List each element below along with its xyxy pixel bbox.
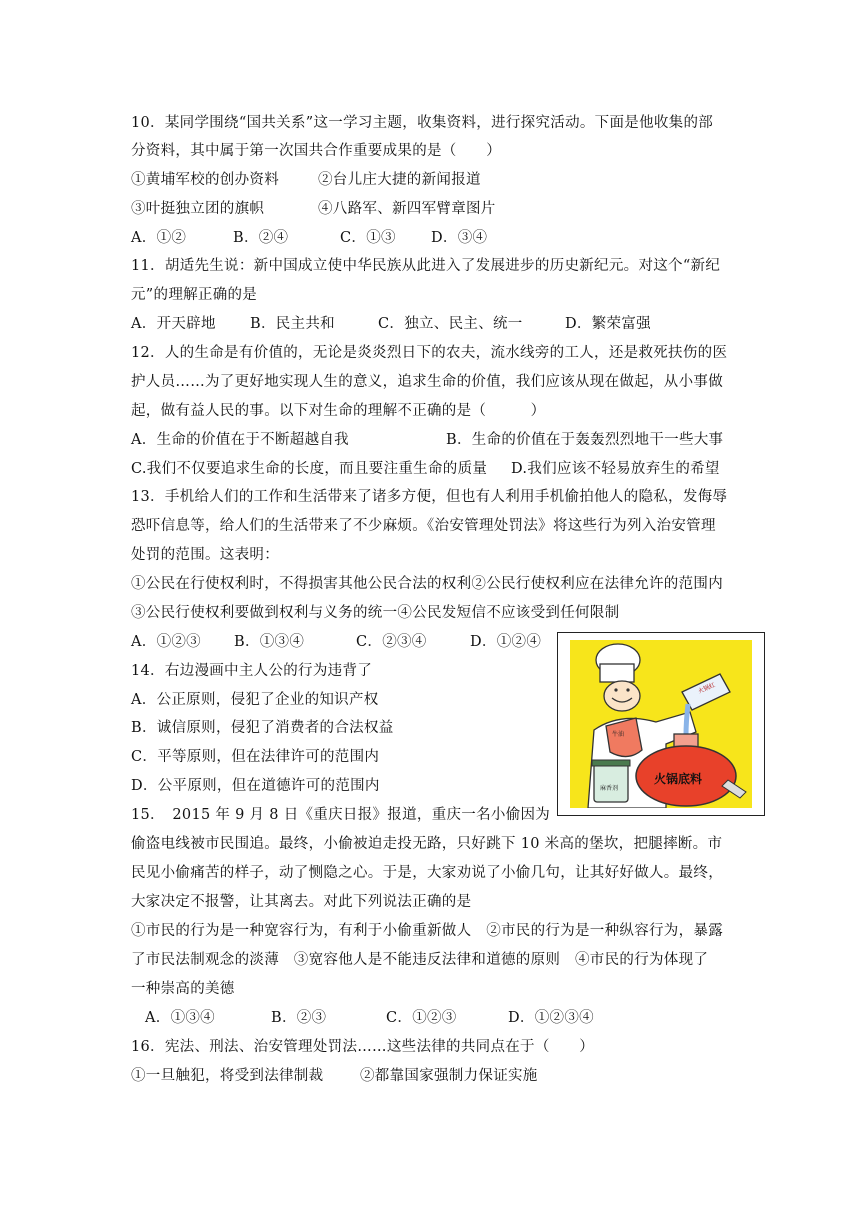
q14-option-d: D．公平原则，但在道德许可的范围内 [131,778,380,794]
q16-stem: 16．宪法、刑法、治安管理处罚法……这些法律的共同点在于（ ） [131,1039,595,1055]
q10-option-c: C．①③ [340,230,396,246]
chef-face-icon [604,681,640,711]
q13-option-c: C．②③④ [356,634,427,650]
q10-statement-1: ①黄埔军校的创办资料 [131,172,279,188]
q13-option-a: A．①②③ [131,634,201,650]
q11-option-a: A．开天辟地 [131,316,216,332]
q11-option-c: C．独立、民主、统一 [378,316,523,332]
q14-option-c: C．平等原则，但在法律许可的范围内 [131,749,380,765]
bottle-label: 火锅红 [697,681,717,696]
q15-stem-line1: 15． 2015 年 9 月 8 日《重庆日报》报道，重庆一名小偷因为 [131,807,551,823]
q10-stem-line1: 10．某同学围绕“国共关系”这一学习主题，收集资料，进行探究活动。下面是他收集的部 [131,115,714,131]
q12-stem-line1: 12．人的生命是有价值的，无论是炎炎烈日下的农夫，流水线旁的工人，还是救死扶伤的医 [131,345,728,361]
q10-statement-4: ④八路军、新四军臂章图片 [318,201,496,217]
q15-statements-line1: ①市民的行为是一种宽容行为，有利于小偷重新做人 ②市民的行为是一种纵容行为，暴露 [131,923,723,939]
q10-stem-line2: 分资料，其中属于第一次国共合作重要成果的是（ ） [131,143,501,159]
q15-option-b: B．②③ [271,1010,327,1026]
q15-stem-line4: 大家决定不报警，让其离去。对此下列说法正确的是 [131,894,472,910]
q10-option-d: D．③④ [431,230,488,246]
q11-option-d: D．繁荣富强 [565,316,651,332]
q11-stem-line1: 11．胡适先生说：新中国成立使中华民族从此进入了发展进步的历史新纪元。对这个“新纪 [131,258,721,274]
q16-statement-2: ②都靠国家强制力保证实施 [360,1068,538,1084]
q14-stem: 14．右边漫画中主人公的行为违背了 [131,663,373,679]
q12-stem-line2: 护人员……为了更好地实现人生的意义，追求生命的价值，我们应该从现在做起，从小事做 [131,374,723,390]
q11-option-b: B．民主共和 [250,316,335,332]
q15-option-d: D．①②③④ [508,1010,594,1026]
small-flask-label: 牛油 [612,731,625,738]
q11-stem-line2: 元”的理解正确的是 [131,287,258,303]
q12-option-c: C.我们不仅要追求生命的长度，而且要注重生命的质量 [131,461,488,477]
q12-option-a: A．生命的价值在于不断超越自我 [131,432,349,448]
q15-stem-line3: 民见小偷痛苦的样子，动了恻隐之心。于是，大家劝说了小偷几句，让其好好做人。最终， [131,865,723,881]
q10-option-a: A．①② [131,230,187,246]
q15-statements-line2: 了市民法制观念的淡薄 ③宽容他人是不能违反法律和道德的原则 ④市民的行为体现了 [131,952,709,968]
spice-jar-icon [592,760,630,802]
q14-option-b: B．诚信原则，侵犯了消费者的合法权益 [131,720,394,736]
q15-option-c: C．①②③ [386,1010,457,1026]
chef-cartoon-frame [557,632,765,816]
q16-statement-1: ①一旦触犯，将受到法律制裁 [131,1068,324,1084]
chef-hat-icon [596,644,640,682]
q12-stem-line3: 起，做有益人民的事。以下对生命的理解不正确的是（ ） [131,403,546,419]
q10-statement-3: ③叶挺独立团的旗帜 [131,201,265,217]
q13-stem-line3: 处罚的范围。这表明： [131,547,279,563]
q14-option-a: A．公正原则，侵犯了企业的知识产权 [131,692,379,708]
q12-option-b: B．生命的价值在于轰轰烈烈地干一些大事 [446,432,724,448]
q10-option-b: B．②④ [233,230,289,246]
q13-stem-line2: 恐吓信息等，给人们的生活带来了不少麻烦。《治安管理处罚法》将这些行为列入治安管理 [131,518,716,534]
q15-option-a: A．①③④ [145,1010,215,1026]
cartoon-caption: 火锅底料 [654,772,703,786]
q12-option-d: D.我们应该不轻易放弃生的希望 [511,461,720,477]
spice-jar-label: 麻香剂 [600,785,619,792]
q13-option-d: D．①②④ [470,634,542,650]
q15-stem-line2: 偷盗电线被市民围追。最终，小偷被迫走投无路，只好跳下 10 米高的堡坎，把腿摔断。市 [131,836,723,852]
q13-statements-3-4: ③公民行使权利要做到权利与义务的统一④公民发短信不应该受到任何限制 [131,605,620,621]
q13-stem-line1: 13．手机给人们的工作和生活带来了诸多方便，但也有人利用手机偷拍他人的隐私，发侮辱 [131,489,728,505]
q13-option-b: B．①③④ [234,634,305,650]
q10-statement-2: ②台儿庄大捷的新闻报道 [318,172,481,188]
q13-statements-1-2: ①公民在行使权利时，不得损害其他公民合法的权利②公民行使权利应在法律允许的范围内 [131,576,723,592]
chef-cartoon-illustration [570,640,752,808]
q15-statements-line3: 一种崇高的美德 [131,981,235,997]
